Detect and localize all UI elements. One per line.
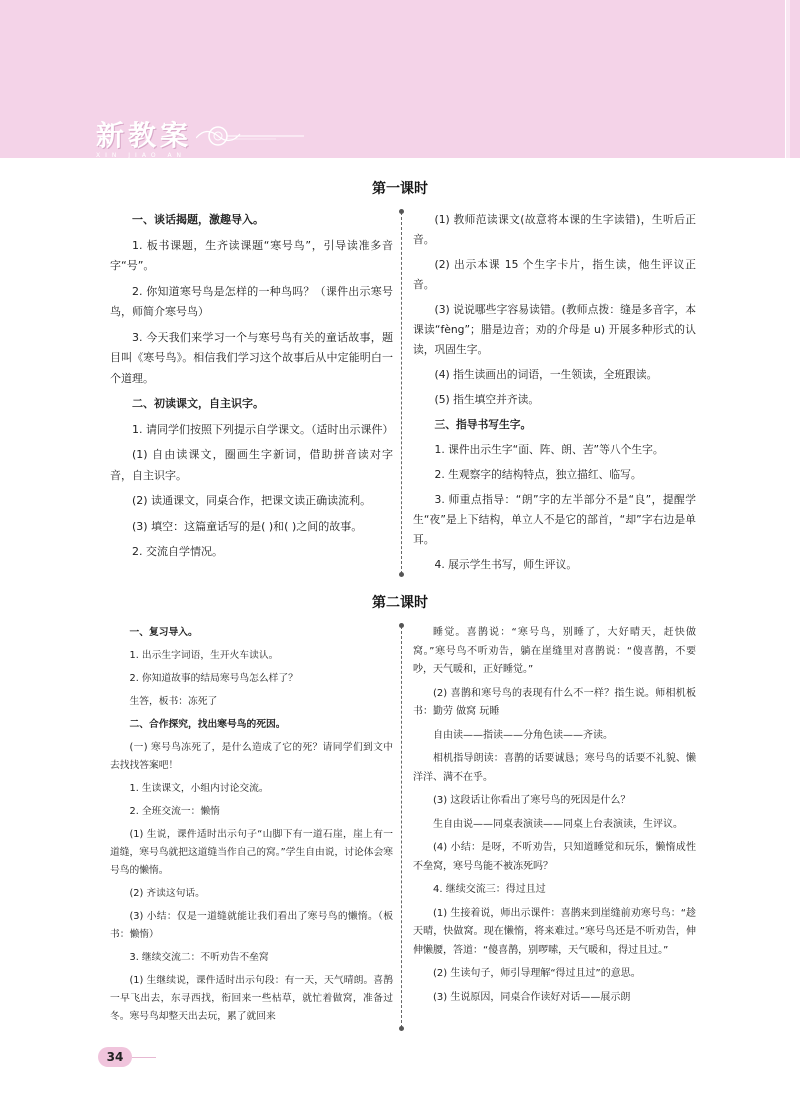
lesson2-right-para: (3) 生说原因，同桌合作读好对话——展示朗 <box>433 991 631 1003</box>
lesson2-left-column <box>110 624 393 1031</box>
lesson2-right-para: 睡觉。喜鹊说：“寒号鸟，别睡了，大好晴天，赶快做窝。”寒号鸟不听劝告，躺在崖缝里对喜鹊说：“傻喜鹊，不要吵，天气暖和，正好睡觉。” <box>413 627 696 675</box>
lesson1-left-para: (3) 填空：这篇童话写的是( )和( )之间的故事。 <box>132 519 363 533</box>
lesson1-right-para: 1. 课件出示生字“面、阵、朗、苦”等八个生字。 <box>434 443 664 456</box>
page-number-rule <box>132 1057 156 1058</box>
lesson1-right-para: (3) 说说哪些字容易读错。(教师点拨：缝是多音字，本课读“fèng”；腊是边音；劝的介母是 u) 开展多种形式的认读，巩固生字。 <box>413 303 696 356</box>
lesson1-right-para: 4. 展示学生书写，师生评议。 <box>434 558 578 571</box>
header-band <box>0 0 800 158</box>
header-side-stripes <box>785 0 800 158</box>
lesson1-left-para: 1. 板书课题，生齐读课题“寒号鸟”，引导读准多音字“号”。 <box>110 238 393 272</box>
lesson1-column-divider <box>401 212 402 574</box>
lesson2-right-para: (1) 生接着说，师出示课件：喜鹊来到崖缝前劝寒号鸟：“趁天晴，快做窝。现在懒惰，将来难过。”寒号鸟还是不听劝告，伸伸懒腰，答道：“傻喜鹊，别啰嗦，天气暖和，得过且过。” <box>413 907 696 956</box>
lesson2-right-column <box>413 624 696 1012</box>
lesson2-right-para: 相机指导朗读：喜鹊的话要诚恳；寒号鸟的话要不礼貌、懒洋洋、满不在乎。 <box>413 753 696 783</box>
lesson1-right-para: (4) 指生读画出的词语，一生领读，全班跟读。 <box>434 368 658 381</box>
lesson1-left-para: 2. 你知道寒号鸟是怎样的一种鸟吗？（课件出示寒号鸟，师简介寒号鸟） <box>110 284 393 318</box>
lesson2-left-para: (1) 生说，课件适时出示句子“山脚下有一道石崖，崖上有一道缝，寒号鸟就把这道缝当作自己的窝。”学生自由说，讨论体会寒号鸟的懒惰。 <box>110 829 393 876</box>
lesson2-title: 第二课时 <box>372 595 428 611</box>
lesson1-right-para: (5) 指生填空并齐读。 <box>434 393 540 406</box>
lesson2-left-para: (1) 生继续说，课件适时出示句段：有一天，天气晴朗。喜鹊一早飞出去，东寻西找，衔回来一些枯草，就忙着做窝，准备过冬。寒号鸟却整天出去玩，累了就回来 <box>110 975 393 1022</box>
lesson1-right-para: (1) 教师范读课文(故意将本课的生字读错)，生听后正音。 <box>413 213 696 246</box>
brand-ornament-icon <box>196 124 306 148</box>
lesson2-left-para: 2. 全班交流一：懒惰 <box>129 806 220 817</box>
lesson2-right-para: (2) 生读句子，师引导理解“得过且过”的意思。 <box>433 968 641 979</box>
lesson1-left-para: 二、初读课文，自主识字。 <box>132 397 264 410</box>
lesson2-column-divider <box>401 626 402 1028</box>
lesson1-left-column <box>110 210 393 568</box>
lesson2-left-para: 二、合作探究，找出寒号鸟的死因。 <box>129 719 286 730</box>
lesson2-right-para: 生自由说——同桌表演读——同桌上台表演读，生评议。 <box>433 818 683 830</box>
lesson1-left-para: (1) 自由读课文，圈画生字新词，借助拼音读对字音，自主识字。 <box>110 448 393 482</box>
lesson2-right-para: 4. 继续交流三：得过且过 <box>433 884 546 895</box>
brand-subtitle: XIN JIAO AN <box>96 152 187 159</box>
lesson1-left-para: 一、谈话揭题，激趣导入。 <box>132 213 264 226</box>
lesson2-left-para: (2) 齐读这句话。 <box>129 888 205 899</box>
lesson2-left-para: 1. 出示生字词语，生开火车读认。 <box>129 650 279 661</box>
lesson2-left-para: 2. 你知道故事的结局寒号鸟怎么样了？ <box>129 673 298 684</box>
brand-title: 新教案 <box>96 119 193 152</box>
page-number: 34 <box>98 1047 132 1067</box>
lesson1-left-para: 1. 请同学们按照下列提示自学课文。（适时出示课件） <box>132 422 394 436</box>
lesson2-right-para: (2) 喜鹊和寒号鸟的表现有什么不一样？指生说。师相机板书：勤劳 做窝 玩睡 <box>413 687 696 717</box>
lesson1-right-para: 三、指导书写生字。 <box>434 418 532 431</box>
lesson1-right-para: 3. 师重点指导：“朗”字的左半部分不是“良”，提醒学生“夜”是上下结构，单立人不是它的部首，“却”字右边是单耳。 <box>413 493 696 546</box>
lesson1-right-para: 2. 生观察字的结构特点，独立描红、临写。 <box>434 468 642 481</box>
lesson1-left-para: 3. 今天我们来学习一个与寒号鸟有关的童话故事，题目叫《寒号鸟》。相信我们学习这个故事后从中定能明白一个道理。 <box>110 330 393 385</box>
lesson2-right-para: (4) 小结：是呀，不听劝告，只知道睡觉和玩乐，懒惰成性不垒窝，寒号鸟能不被冻死吗？ <box>413 842 696 872</box>
lesson2-left-para: 生答，板书：冻死了 <box>129 696 218 707</box>
lesson2-left-para: 1. 生读课文，小组内讨论交流。 <box>129 783 269 794</box>
lesson2-right-para: 自由读——指读——分角色读——齐读。 <box>433 729 613 741</box>
lesson2-left-para: (一) 寒号鸟冻死了，是什么造成了它的死？请同学们到文中去找找答案吧！ <box>110 742 393 771</box>
lesson2-left-para: 一、复习导入。 <box>129 627 198 638</box>
brand-logo <box>96 114 192 159</box>
lesson1-left-para: (2) 读通课文，同桌合作，把课文读正确读流利。 <box>132 494 372 507</box>
lesson2-left-para: 3. 继续交流二：不听劝告不垒窝 <box>129 952 269 963</box>
lesson1-title: 第一课时 <box>372 181 428 197</box>
lesson1-left-para: 2. 交流自学情况。 <box>132 545 223 558</box>
lesson2-left-para: (3) 小结：仅是一道缝就能让我们看出了寒号鸟的懒惰。（板书：懒惰） <box>110 911 393 940</box>
lesson2-right-para: (3) 这段话让你看出了寒号鸟的死因是什么？ <box>433 795 631 806</box>
lesson1-right-column <box>413 210 696 580</box>
lesson1-right-para: (2) 出示本课 15 个生字卡片，指生读，他生评议正音。 <box>413 258 696 291</box>
